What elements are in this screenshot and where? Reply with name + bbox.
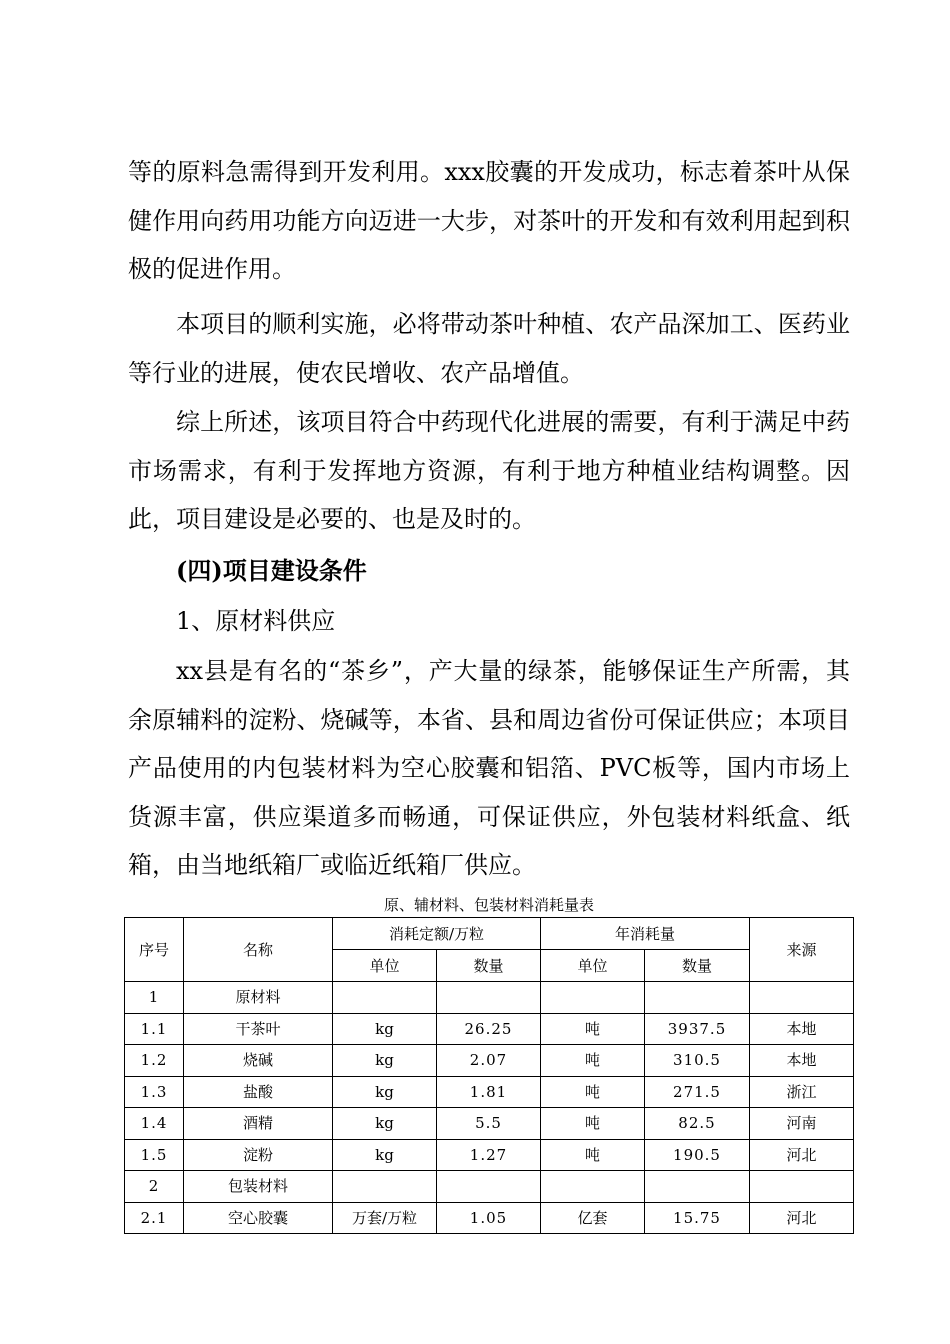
cell-name: 烧碱 bbox=[184, 1045, 333, 1077]
cell-seq: 1.1 bbox=[125, 1013, 184, 1045]
table-row bbox=[125, 1108, 854, 1140]
header-name: 名称 bbox=[184, 918, 333, 982]
cell-source: 河北 bbox=[750, 1202, 854, 1234]
cell-unit-quota: kg bbox=[333, 1108, 437, 1140]
cell-unit-annual: 吨 bbox=[541, 1108, 645, 1140]
cell-source: 浙江 bbox=[750, 1076, 854, 1108]
cell-name: 干茶叶 bbox=[184, 1013, 333, 1045]
cell-source: 本地 bbox=[750, 1045, 854, 1077]
table-row bbox=[125, 1045, 854, 1077]
cell-qty-quota: 26.25 bbox=[437, 1013, 541, 1045]
cell-name: 空心胶囊 bbox=[184, 1202, 333, 1234]
cell-unit-quota: kg bbox=[333, 1139, 437, 1171]
cell-unit-annual: 吨 bbox=[541, 1076, 645, 1108]
table-row bbox=[125, 1013, 854, 1045]
cell-qty-quota: 2.07 bbox=[437, 1045, 541, 1077]
cell-qty-annual bbox=[645, 982, 750, 1014]
table-header-row bbox=[125, 918, 854, 950]
paragraph-supply: xx县是有名的“茶乡”，产大量的绿茶，能够保证生产所需，其余原辅料的淀粉、烧碱等，本省、县和周边省份可保证供应；本项目产品使用的内包装材料为空心胶囊和铝箔、PVC板等，国内市场上货源丰富，供应渠道多而畅通，可保证供应，外包装材料纸盒、纸箱，由当地纸箱厂或临近纸箱厂供应。 bbox=[128, 657, 850, 879]
materials-consumption-table bbox=[124, 917, 854, 1234]
section-heading: (四)项目建设条件 bbox=[176, 556, 367, 585]
cell-qty-annual: 15.75 bbox=[645, 1202, 750, 1234]
header-unit-quota: 单位 bbox=[333, 950, 437, 982]
cell-seq: 1.5 bbox=[125, 1139, 184, 1171]
header-annual: 年消耗量 bbox=[541, 918, 750, 950]
cell-unit-quota bbox=[333, 1171, 437, 1203]
cell-unit-annual: 亿套 bbox=[541, 1202, 645, 1234]
paragraph-project-impact: 本项目的顺利实施，必将带动茶叶种植、农产品深加工、医药业等行业的进展，使农民增收、农产品增值。 bbox=[128, 310, 850, 387]
cell-source bbox=[750, 1171, 854, 1203]
cell-unit-annual bbox=[541, 982, 645, 1014]
cell-unit-quota: kg bbox=[333, 1076, 437, 1108]
cell-unit-annual: 吨 bbox=[541, 1045, 645, 1077]
cell-seq: 1.3 bbox=[125, 1076, 184, 1108]
cell-qty-annual: 3937.5 bbox=[645, 1013, 750, 1045]
cell-source: 河北 bbox=[750, 1139, 854, 1171]
header-qty-annual: 数量 bbox=[645, 950, 750, 982]
cell-unit-annual: 吨 bbox=[541, 1013, 645, 1045]
header-qty-quota: 数量 bbox=[437, 950, 541, 982]
cell-seq: 2 bbox=[125, 1171, 184, 1203]
cell-name: 盐酸 bbox=[184, 1076, 333, 1108]
cell-qty-quota: 5.5 bbox=[437, 1108, 541, 1140]
cell-seq: 1 bbox=[125, 982, 184, 1014]
paragraph-summary: 综上所述，该项目符合中药现代化进展的需要，有利于满足中药市场需求，有利于发挥地方资源，有利于地方种植业结构调整。因此，项目建设是必要的、也是及时的。 bbox=[128, 408, 850, 533]
header-seq: 序号 bbox=[125, 918, 184, 982]
cell-qty-annual: 190.5 bbox=[645, 1139, 750, 1171]
cell-unit-annual: 吨 bbox=[541, 1139, 645, 1171]
cell-unit-quota: kg bbox=[333, 1013, 437, 1045]
cell-source bbox=[750, 982, 854, 1014]
cell-qty-quota bbox=[437, 982, 541, 1014]
cell-seq: 1.2 bbox=[125, 1045, 184, 1077]
cell-source: 河南 bbox=[750, 1108, 854, 1140]
cell-seq: 2.1 bbox=[125, 1202, 184, 1234]
cell-qty-annual: 271.5 bbox=[645, 1076, 750, 1108]
cell-qty-quota: 1.05 bbox=[437, 1202, 541, 1234]
cell-unit-quota: 万套/万粒 bbox=[333, 1202, 437, 1234]
cell-name: 包装材料 bbox=[184, 1171, 333, 1203]
cell-name: 淀粉 bbox=[184, 1139, 333, 1171]
paragraph-continuation: 等的原料急需得到开发利用。xxx胶囊的开发成功，标志着茶叶从保健作用向药用功能方向迈进一大步，对茶叶的开发和有效利用起到积极的促进作用。 bbox=[128, 158, 850, 283]
cell-seq: 1.4 bbox=[125, 1108, 184, 1140]
cell-name: 原材料 bbox=[184, 982, 333, 1014]
cell-unit-annual bbox=[541, 1171, 645, 1203]
table-row bbox=[125, 1202, 854, 1234]
header-unit-annual: 单位 bbox=[541, 950, 645, 982]
header-source: 来源 bbox=[750, 918, 854, 982]
cell-unit-quota bbox=[333, 982, 437, 1014]
cell-qty-annual: 310.5 bbox=[645, 1045, 750, 1077]
table-body bbox=[125, 918, 854, 1234]
cell-qty-quota bbox=[437, 1171, 541, 1203]
table-row bbox=[125, 982, 854, 1014]
cell-qty-quota: 1.81 bbox=[437, 1076, 541, 1108]
table-caption: 原、辅材料、包装材料消耗量表 bbox=[383, 896, 594, 914]
cell-qty-quota: 1.27 bbox=[437, 1139, 541, 1171]
cell-source: 本地 bbox=[750, 1013, 854, 1045]
header-quota: 消耗定额/万粒 bbox=[333, 918, 541, 950]
cell-qty-annual bbox=[645, 1171, 750, 1203]
table-row bbox=[125, 1139, 854, 1171]
cell-qty-annual: 82.5 bbox=[645, 1108, 750, 1140]
subsection-heading: 1、原材料供应 bbox=[176, 607, 336, 635]
cell-unit-quota: kg bbox=[333, 1045, 437, 1077]
table-row bbox=[125, 1171, 854, 1203]
cell-name: 酒精 bbox=[184, 1108, 333, 1140]
table-row bbox=[125, 1076, 854, 1108]
